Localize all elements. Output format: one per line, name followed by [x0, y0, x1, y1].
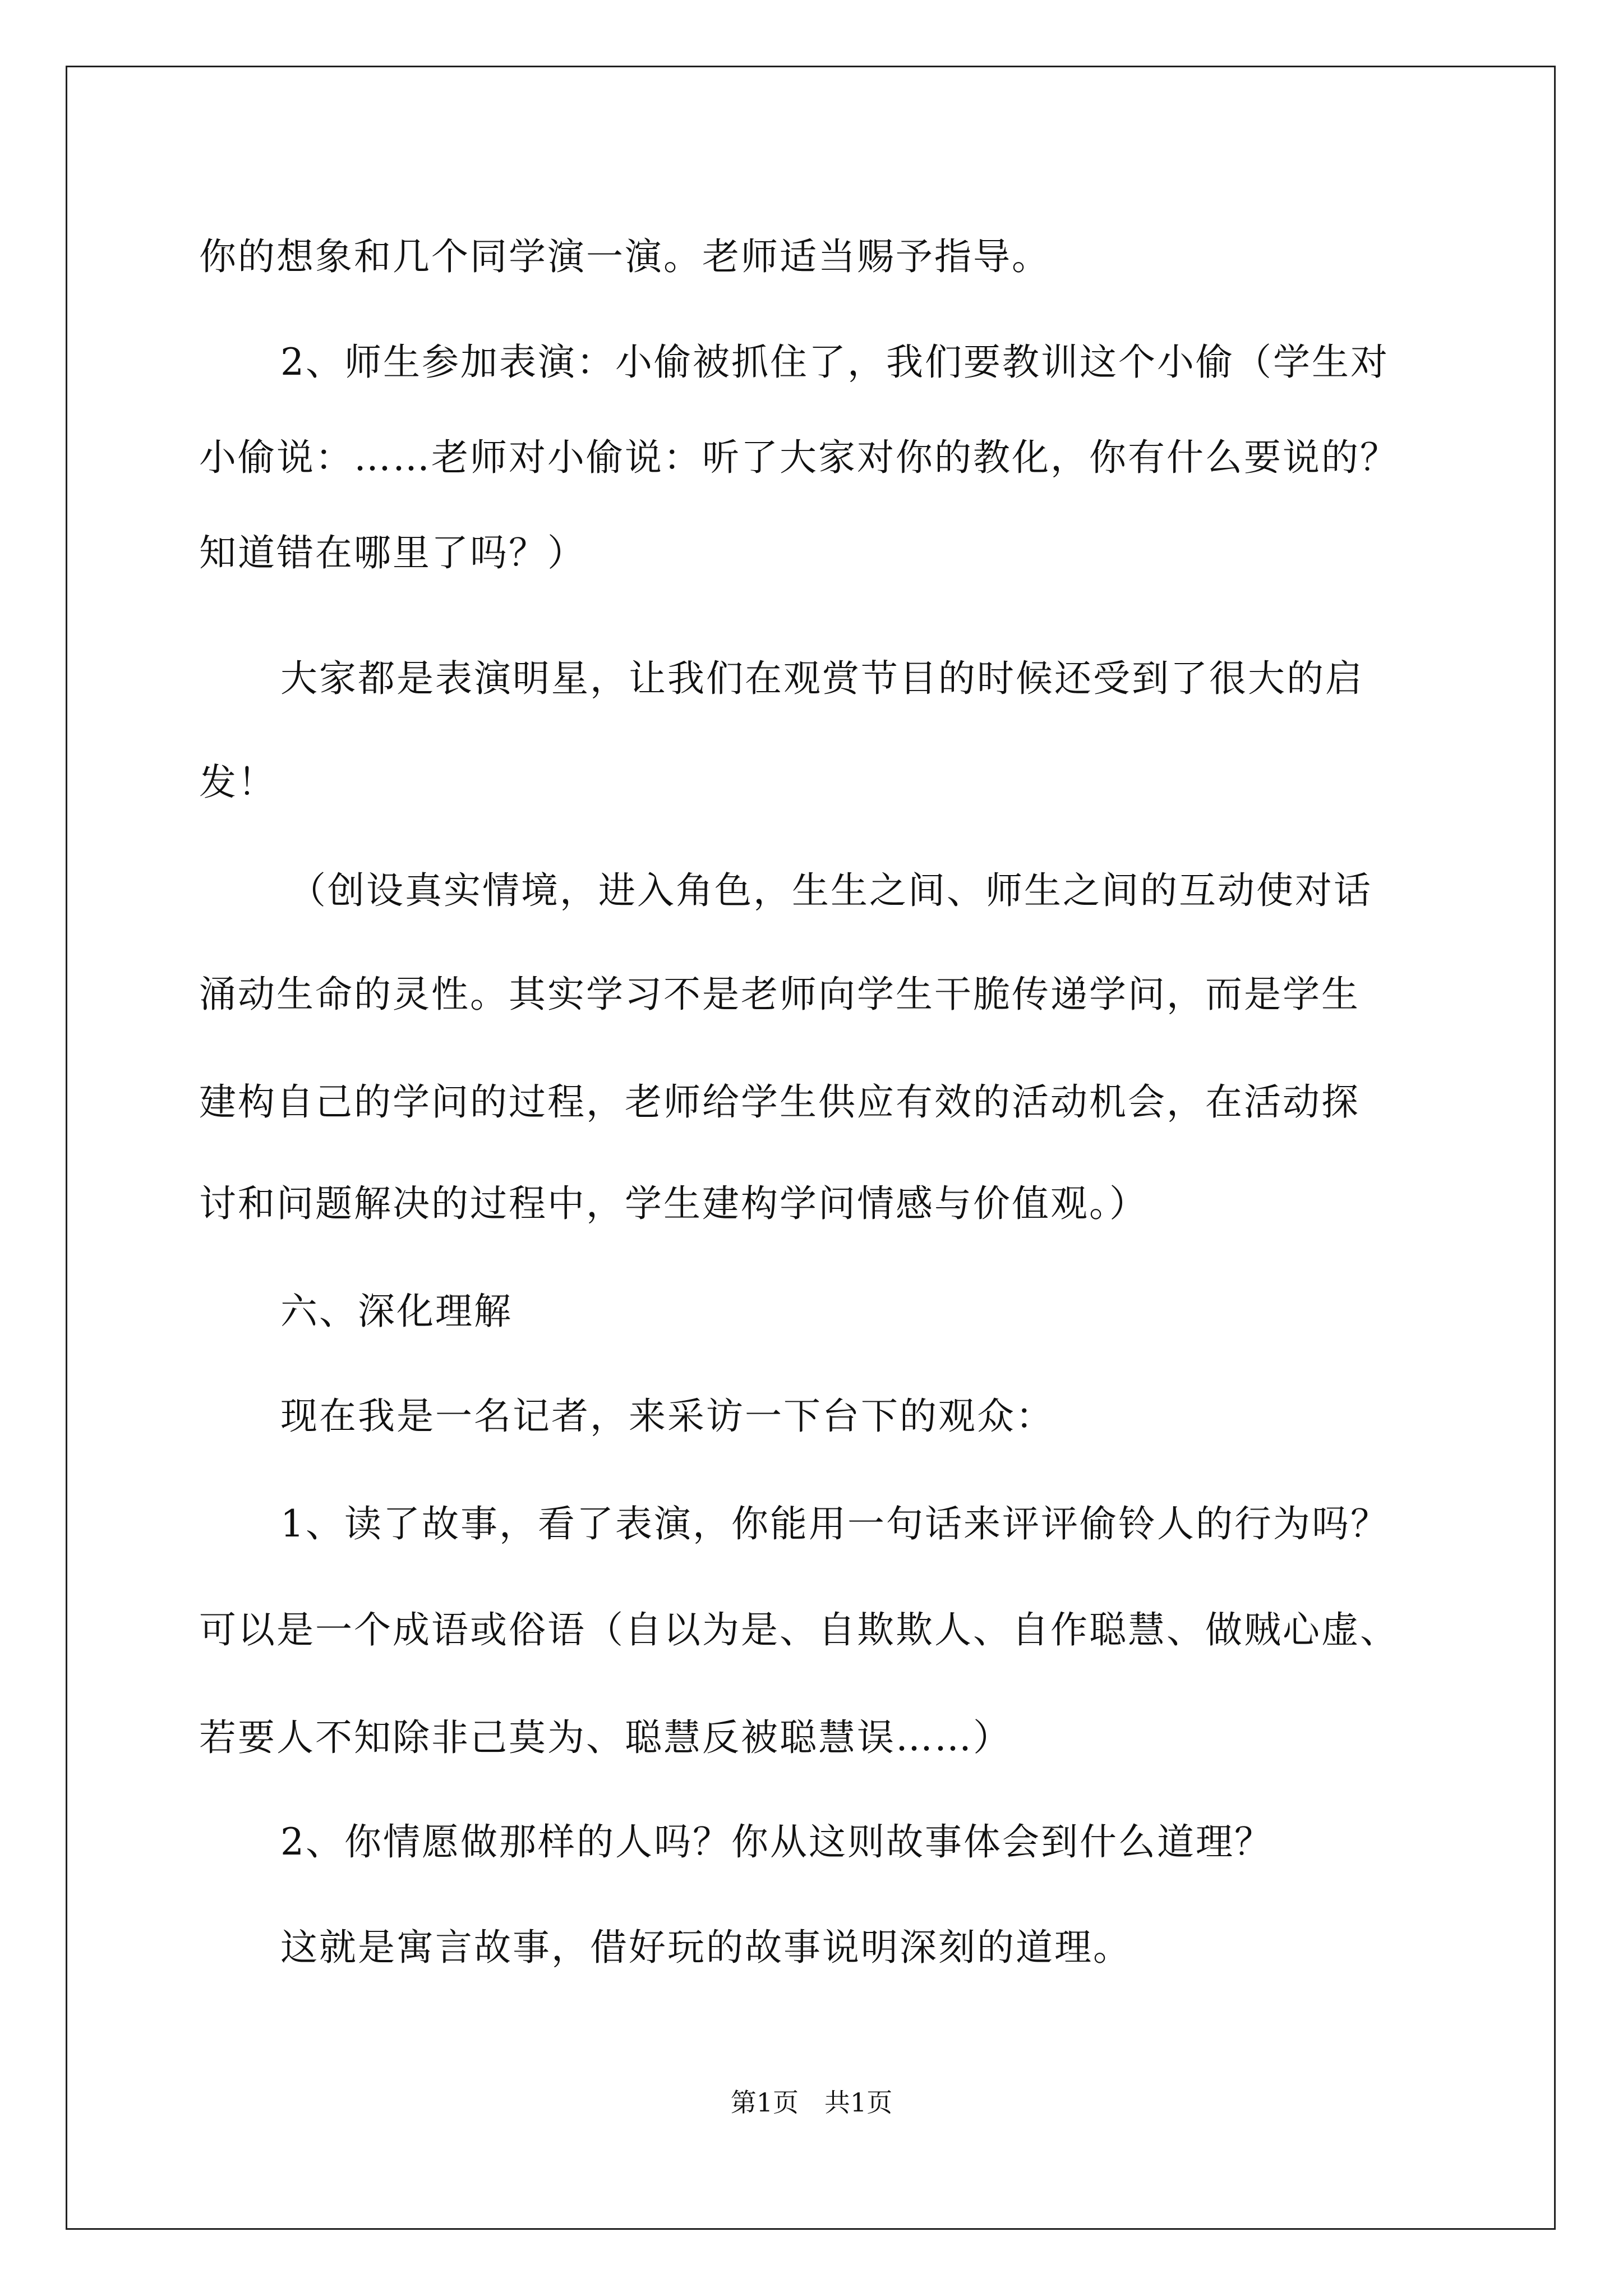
- page-footer: [0, 2086, 1623, 2119]
- page-number-current: 第1页: [730, 2087, 799, 2118]
- text-line-2: 2、师生参加表演：小偷被抓住了，我们要教训这个小偷（学生对: [280, 341, 1389, 384]
- text-line-15: 若要人不知除非己莫为、聪慧反被聪慧误……）: [199, 1716, 1012, 1759]
- text-line-13: 1、读了故事，看了表演，你能用一句话来评评偷铃人的行为吗？: [280, 1502, 1389, 1545]
- text-line-16: 2、你情愿做那样的人吗？你从这则故事体会到什么道理？: [280, 1820, 1273, 1864]
- text-line-6: 发！: [199, 761, 276, 804]
- section-heading: 六、深化理解: [280, 1290, 513, 1333]
- text-line-1: 你的想象和几个同学演一演。老师适当赐予指导。: [199, 235, 1050, 278]
- text-line-7: （创设真实情境，进入角色，生生之间、师生之间的互动使对话: [289, 869, 1372, 912]
- text-line-9: 建构自己的学问的过程，老师给学生供应有效的活动机会，在活动探: [199, 1080, 1360, 1124]
- page-border: [66, 66, 1556, 2230]
- text-line-17: 这就是寓言故事，借好玩的故事说明深刻的道理。: [280, 1926, 1132, 1969]
- text-line-5: 大家都是表演明星，让我们在观赏节目的时候还受到了很大的启: [280, 657, 1364, 700]
- text-line-10: 讨和问题解决的过程中，学生建构学问情感与价值观。）: [199, 1182, 1148, 1225]
- text-line-12: 现在我是一名记者，来采访一下台下的观众：: [280, 1395, 1054, 1438]
- text-line-3: 小偷说：……老师对小偷说：听了大家对你的教化，你有什么要说的？: [199, 436, 1399, 479]
- text-line-14: 可以是一个成语或俗语（自以为是、自欺欺人、自作聪慧、做贼心虚、: [199, 1608, 1399, 1651]
- page-number-total: 共1页: [824, 2087, 893, 2118]
- text-line-8: 涌动生命的灵性。其实学习不是老师向学生干脆传递学问，而是学生: [199, 973, 1360, 1016]
- text-line-4: 知道错在哪里了吗？）: [199, 531, 586, 574]
